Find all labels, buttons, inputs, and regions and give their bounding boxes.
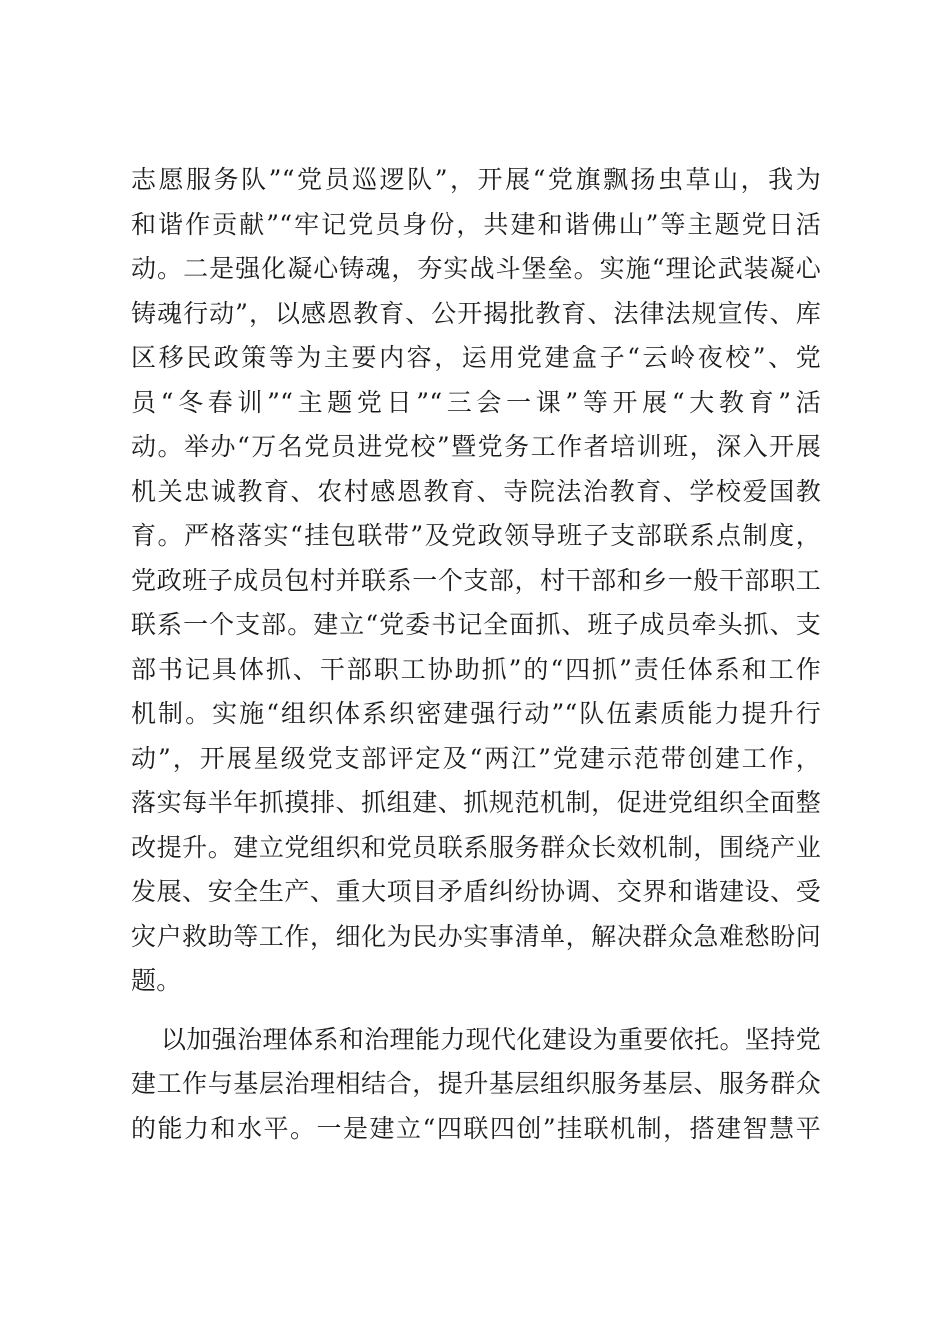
text-line: 和谐作贡献”“牢记党员身份，共建和谐佛山”等主题党日活 (131, 209, 821, 239)
paragraph-2 (131, 1018, 821, 1152)
text-line: 区移民政策等为主要内容，运用党建盒子“云岭夜校”、党 (131, 343, 821, 372)
paragraph-gap (131, 1004, 821, 1018)
text-line: 志愿服务队”“党员巡逻队”，开展“党旗飘扬虫草山，我为 (131, 165, 821, 194)
text-line: 联系一个支部。建立“党委书记全面抓、班子成员牵头抓、支 (131, 610, 821, 639)
text-line: 动。举办“万名党员进党校”暨党务工作者培训班，深入开展 (131, 432, 821, 461)
text-line: 发展、安全生产、重大项目矛盾纠纷协调、交界和谐建设、受 (131, 877, 821, 906)
text-line: 机制。实施“组织体系织密建强行动”“队伍素质能力提升行 (131, 699, 821, 728)
text-line: 铸魂行动”，以感恩教育、公开揭批教育、法律法规宣传、库 (131, 298, 821, 328)
text-line: 党政班子成员包村并联系一个支部，村干部和乡一般干部职工 (131, 565, 821, 595)
text-line: 动”，开展星级党支部评定及“两江”党建示范带创建工作， (131, 743, 821, 773)
text-line: 建工作与基层治理相结合，提升基层组织服务基层、服务群众 (131, 1069, 821, 1098)
text-line: 题。 (131, 966, 182, 995)
text-line: 以加强治理体系和治理能力现代化建设为重要依托。坚持党 (161, 1024, 821, 1054)
text-line: 灾户救助等工作，细化为民办实事清单，解决群众急难愁盼问 (131, 921, 821, 951)
text-line: 落实每半年抓摸排、抓组建、抓规范机制，促进党组织全面整 (131, 788, 821, 817)
text-line: 的能力和水平。一是建立“四联四创”挂联机制，搭建智慧平 (131, 1113, 821, 1143)
text-line: 育。严格落实“挂包联带”及党政领导班子支部联系点制度， (131, 521, 821, 550)
text-line: 部书记具体抓、干部职工协助抓”的“四抓”责任体系和工作 (131, 654, 821, 684)
document-body (131, 158, 821, 1151)
text-line: 动。二是强化凝心铸魂，夯实战斗堡垒。实施“理论武装凝心 (131, 254, 821, 283)
text-line: 员“冬春训”“主题党日”“三会一课”等开展“大教育”活 (131, 387, 821, 417)
paragraph-1 (131, 158, 821, 1004)
text-line: 机关忠诚教育、农村感恩教育、寺院法治教育、学校爱国教 (131, 476, 821, 506)
text-line: 改提升。建立党组织和党员联系服务群众长效机制，围绕产业 (131, 832, 821, 862)
